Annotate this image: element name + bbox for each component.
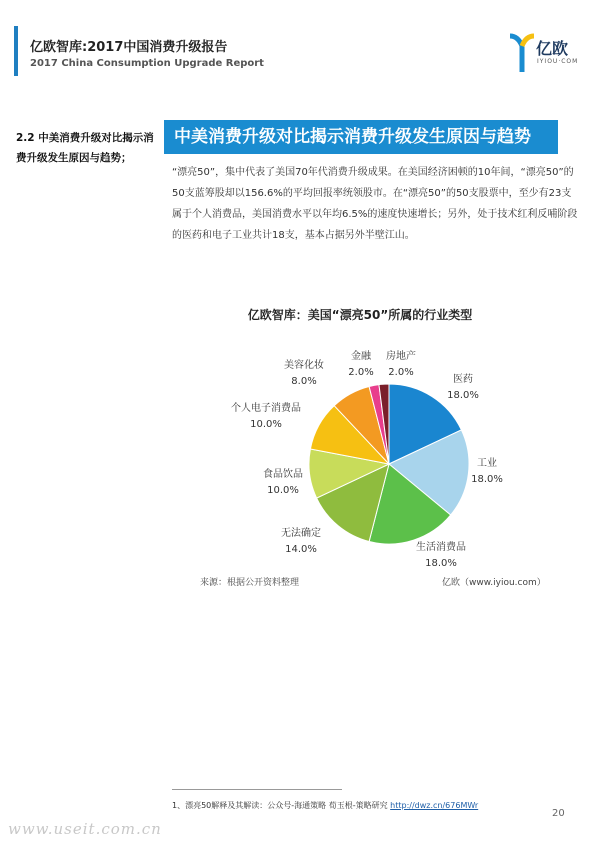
slice-value-3: 14.0% xyxy=(285,544,317,555)
report-subtitle: 2017 China Consumption Upgrade Report xyxy=(30,58,264,69)
slice-label-2 xyxy=(401,540,481,572)
source-credit: 亿欧（www.iyiou.com） xyxy=(442,578,546,588)
slice-value-6: 8.0% xyxy=(291,376,317,387)
slice-label-4 xyxy=(243,467,323,499)
report-title: 亿欧智库:2017中国消费升级报告 xyxy=(30,40,228,55)
footnote xyxy=(172,800,478,811)
footnote-divider xyxy=(172,789,342,790)
slice-label-1 xyxy=(447,456,527,488)
logo-text: 亿欧 xyxy=(536,39,569,58)
section-banner: 中美消费升级对比揭示消费升级发生原因与趋势 xyxy=(164,120,558,154)
footnote-link[interactable]: http://dwz.cn/676MWr xyxy=(390,801,479,810)
slice-name-2: 生活消费品 xyxy=(416,542,466,553)
chart-title: 亿欧智库：美国“漂亮50”所属的行业类型 xyxy=(247,308,473,322)
source-note: 来源：根据公开资料整理 xyxy=(200,578,300,588)
slice-name-0: 医药 xyxy=(453,374,473,385)
slice-label-3 xyxy=(261,526,341,558)
footnote-text: 1、漂亮50解释及其解读：公众号-海通策略 荀玉根-策略研究 xyxy=(172,801,388,810)
slice-name-3: 无法确定 xyxy=(281,528,321,539)
slice-name-4: 食品饮品 xyxy=(263,469,303,480)
watermark: www.useit.com.cn xyxy=(8,820,162,838)
slice-value-5: 10.0% xyxy=(250,419,282,430)
slice-value-8: 2.0% xyxy=(388,367,414,378)
slice-value-0: 18.0% xyxy=(447,390,479,401)
page-number: 20 xyxy=(552,808,565,819)
slice-value-1: 18.0% xyxy=(471,474,503,485)
slice-value-2: 18.0% xyxy=(425,558,457,569)
slice-value-7: 2.0% xyxy=(348,367,374,378)
slice-name-5: 个人电子消费品 xyxy=(231,403,301,414)
slice-label-8 xyxy=(361,349,441,381)
slice-label-5 xyxy=(226,401,306,433)
section-side-heading: 2.2 中美消费升级对比揭示消费升级发生原因与趋势； xyxy=(16,132,154,164)
slice-name-8: 房地产 xyxy=(386,351,416,362)
logo-domain: IYIOU·COM xyxy=(537,58,579,65)
slice-name-1: 工业 xyxy=(477,458,497,469)
slice-name-7: 金融 xyxy=(351,351,371,362)
body-paragraph: “漂亮50”，集中代表了美国70年代消费升级成果。在美国经济困顿的10年间，“漂亮50”的50支蓝筹股却以156.6%的平均回报率统领股市。在“漂亮50”的50支股票中，至少有23支属于个人消费品，美国消费水平以年均6.5%的速度快速增长；另外，处于技术红利反哺阶段的医药和电子工业共计18支，基本占据另外半壁江山。 xyxy=(172,167,578,241)
slice-value-4: 10.0% xyxy=(267,485,299,496)
slice-name-6: 美容化妆 xyxy=(284,360,324,371)
